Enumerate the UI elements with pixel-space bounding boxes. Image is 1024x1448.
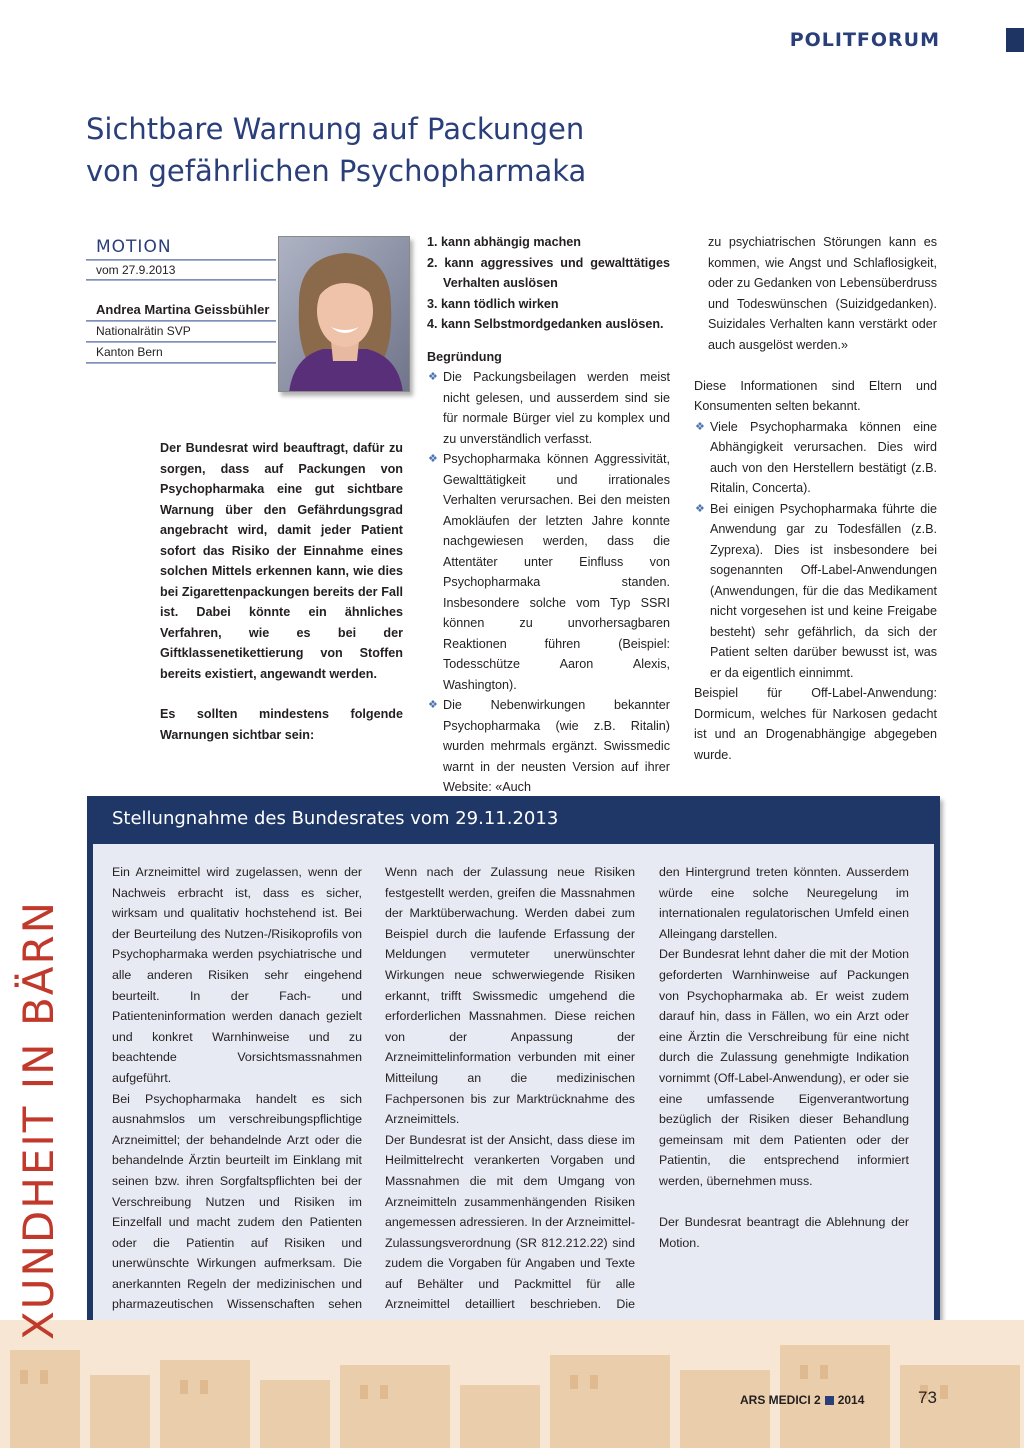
author-canton: Kanton Bern xyxy=(96,345,163,359)
article-title-line1: Sichtbare Warnung auf Packungen xyxy=(86,112,585,146)
statement-paragraph: Bei Psychopharmaka handelt es sich ausnahmslos um verschreibungspflichtige Arzneimittel; der behandelnde Arzt oder die behandelnde Ärztin beurteilt im Einklang mit seinen bzw. ihren Sorgfaltspflichten bei der Verschreibung Nutzen und Risiken im Einzelfall und macht zudem den Patienten oder die Patientin auf Risiken und unerwünschte Wirkungen aufmerksam. Die anerkannten Regeln der medizinischen und pharmazeutischen Wissenschaften sehen xyxy=(112,1091,362,1312)
reason-item: ❖ Psychopharmaka können Aggressivität, Gewalttätigkeit und irrationales Verhalten verursachen. Bei den meisten Amokläufen der letzten Jahre konnte nachgewiesen werden, dass die Attentäter unter Einfluss von Psychopharmaka standen. Insbesondere solche vom Typ SSRI können zu unvorhersagbaren Reaktionen führen (Beispiel: Todesschütze Aaron Alexis, Washington). xyxy=(427,449,670,695)
diamond-bullet-icon: ❖ xyxy=(695,420,705,433)
column-2 xyxy=(427,232,670,798)
diamond-bullet-icon: ❖ xyxy=(428,453,438,465)
statement-paragraph: Der Bundesrat beantragt die Ablehnung der Motion. xyxy=(659,1215,909,1250)
diamond-bullet-icon: ❖ xyxy=(695,502,705,515)
corner-bar xyxy=(1006,28,1024,52)
statement-paragraph: den Hintergrund treten könnten. Ausserdem würde eine solche Neuregelung im internationalen regulatorischen Umfeld einen Alleingang darstellen. xyxy=(659,865,909,941)
author-photo xyxy=(278,236,410,392)
motion-paragraph: Es sollten mindestens folgende Warnungen sichtbar sein: xyxy=(160,707,403,742)
reason-paragraph: Diese Informationen sind Eltern und Konsumenten selten bekannt. xyxy=(694,378,937,414)
footer xyxy=(740,1393,864,1407)
warning-item: 4. kann Selbstmordgedanken auslösen. xyxy=(427,317,664,331)
diamond-bullet-icon: ❖ xyxy=(428,699,438,711)
reason-item: ❖ Bei einigen Psychopharmaka führte die Anwendung gar zu Todesfällen (z.B. Zyprexa). Dies ist insbesondere bei sogenannten Off-Label-Anwendungen (Anwendungen, für die das Medikament nicht vorgesehen ist und keine Freigabe besteht) sehr gefährlich, da sich der Patient selten darüber bewusst ist, was er da eigentlich einnimmt. xyxy=(694,499,937,684)
article-title xyxy=(86,108,706,192)
diamond-bullet-icon: ❖ xyxy=(428,371,438,383)
reason-item: ❖ Die Nebenwirkungen bekannter Psychopharmaka (wie z.B. Ritalin) wurden mehrmals ergänzt. Swissmedic warnt in der neusten Version auf ihrer Website: «Auch xyxy=(427,695,670,798)
reasons-heading: Begründung xyxy=(427,349,502,364)
divider xyxy=(86,259,276,261)
statement-paragraph: Der Bundesrat ist der Ansicht, dass diese im Heilmittelrecht verankerten Vorgaben und Massnahmen die mit dem Umgang von Arzneimitteln zusammenhängenden Risiken angemessen adressieren. In der Arzneimittel-Zulassungsverordnung (SR 812.212.22) sind zudem die Vorgaben für Angaben und Texte auf Behälter und Packmittel für alle Arzneimittel detailliert beschrieben. Die xyxy=(385,1132,635,1312)
warning-item: 1. kann abhängig machen xyxy=(427,235,581,249)
article-title-line2: von gefährlichen Psychopharmaka xyxy=(86,154,587,188)
statement-paragraph: Ein Arzneimittel wird zugelassen, wenn der Nachweis erbracht ist, dass es sicher, wirksam und qualitativ hochstehend ist. Bei der Beurteilung des Nutzen-/Risikoprofils von Psychopharmaka werden psychiatrische und alle anderen Risiken sehr eingehend beurteilt. In der Fach- und Patienteninformation werden danach gezielt und konkret Warnhinweise und zu beachtende Vorsichtsmassnahmen aufgeführt. xyxy=(112,865,362,1085)
warning-list xyxy=(427,232,670,335)
reason-item: ❖ Die Packungsbeilagen werden meist nicht gelesen, und ausserdem sind sie für normale Bürger viel zu komplex und zu unverständlich verfasst. xyxy=(427,367,670,449)
square-icon xyxy=(825,1396,834,1405)
reason-continuation: zu psychiatrischen Störungen kann es kommen, wie Angst und Schlaflosigkeit, oder zu Gedanken von Lebensüberdruss und Todeswünschen (Suizidgedanken). Suizidales Verhalten kann verstärkt oder auch ausgelöst werden.» xyxy=(708,235,937,352)
motion-paragraph: Der Bundesrat wird beauftragt, dafür zu sorgen, dass auf Packungen von Psychopharmaka eine gut sichtbare Warnung über den Gefährdungsgrad angebracht wird, damit jeder Patient sofort das Risiko der Einnahme eines solchen Mittels erkennen kann, wie dies bei Zigarettenpackungen bereits der Fall ist. Dabei könnte ein ähnliches Verfahren, wie es bei der Giftklassenetikettierung von Stoffen bereits existiert, angewandt werden. xyxy=(160,441,403,681)
divider xyxy=(86,320,276,322)
motion-text xyxy=(160,438,403,745)
page-number: 73 xyxy=(918,1388,937,1407)
statement-paragraph: Der Bundesrat lehnt daher die mit der Motion geforderten Warnhinweise auf Packungen von Psychopharmaka ab. Er weist zudem darauf hin, dass in Fällen, wo ein Arzt oder eine Ärztin die Verschreibung für eine nicht durch die Zulassung genehmigte Indikation vornimmt (Off-Label-Anwendung), er oder sie eine umfassende Eigenverantwortung bezüglich der Risiken dieser Behandlung gemeinsam mit dem Patienten oder der Patientin, die entsprechend informiert werden, übernehmen muss. xyxy=(659,947,909,1188)
journal-name: ARS MEDICI 2 xyxy=(740,1393,821,1407)
statement-title: Stellungnahme des Bundesrates vom 29.11.2013 xyxy=(112,808,559,829)
warning-item: 3. kann tödlich wirken xyxy=(427,296,559,311)
section-label: POLITFORUM xyxy=(789,29,940,51)
warning-item: 2. kann aggressives und gewalttätiges Verhalten auslösen xyxy=(427,255,670,290)
divider xyxy=(86,362,276,364)
city-background-image xyxy=(0,1320,1024,1448)
statement-paragraph: Wenn nach der Zulassung neue Risiken festgestellt werden, greifen die Massnahmen der Marktüberwachung. Werden dabei zum Beispiel durch die laufende Erfassung der Meldungen vermuteter unerwünschter Wirkungen neue schwerwiegende Risiken erkannt, trifft Swissmedic umgehend die erforderlichen Massnahmen. Diese reichen von der Anpassung der Arzneimittelinformation verbunden mit einer Mitteilung an die medizinischen Fachpersonen bis zur Marktrücknahme des Arzneimittels. xyxy=(385,865,635,1127)
divider xyxy=(86,279,276,281)
journal-year: 2014 xyxy=(837,1393,865,1407)
column-3 xyxy=(694,232,937,765)
motion-date: vom 27.9.2013 xyxy=(96,263,176,277)
statement-column-3 xyxy=(659,862,909,1253)
reason-item: ❖ Viele Psychopharmaka können eine Abhängigkeit verursachen. Dies wird auch von den Herstellern bestätigt (z.B. Ritalin, Concerta). xyxy=(694,417,937,499)
author-role: Nationalrätin SVP xyxy=(96,324,191,338)
reason-paragraph: Beispiel für Off-Label-Anwendung: Dormicum, welches für Narkosen gedacht ist und an Drogenabhängige abgegeben wurde. xyxy=(694,686,937,762)
side-title: XUNDHEIT IN BÄRN xyxy=(14,899,63,1340)
author-name: Andrea Martina Geissbühler xyxy=(96,302,270,317)
motion-label: MOTION xyxy=(96,237,172,257)
divider xyxy=(86,341,276,343)
